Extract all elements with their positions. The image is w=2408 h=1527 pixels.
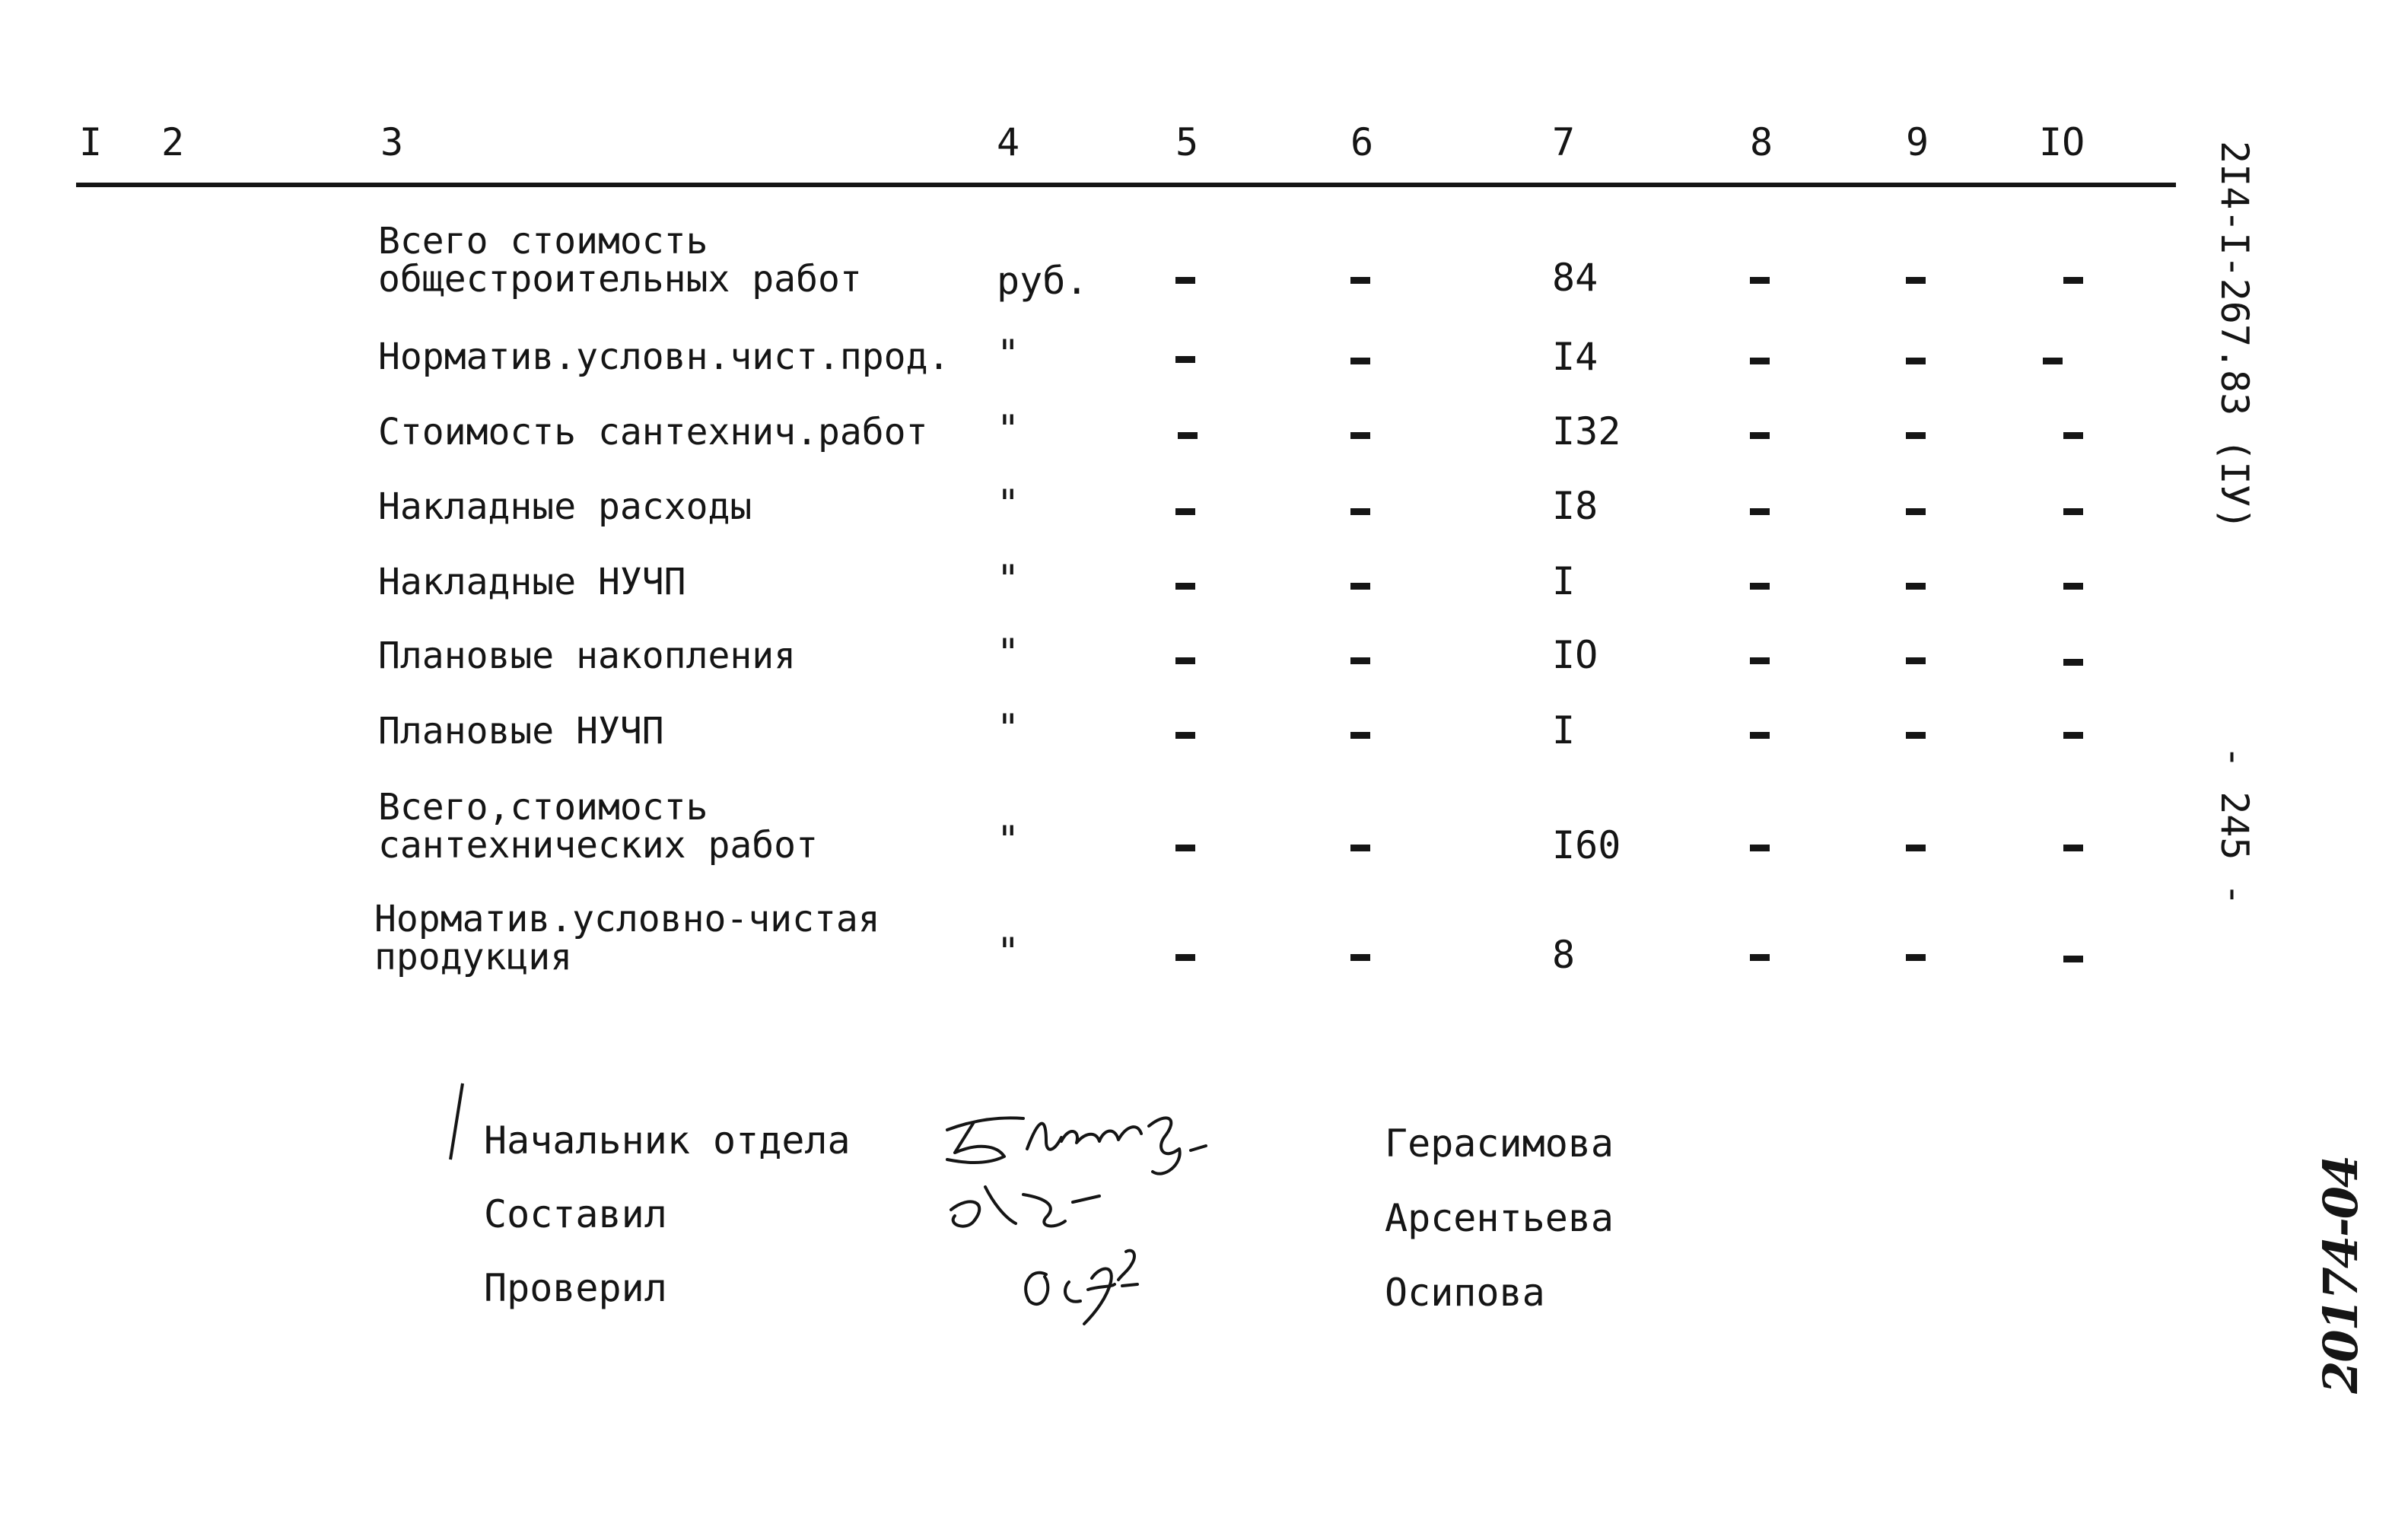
- dash: [1350, 358, 1370, 364]
- col-header-5: 5: [1175, 120, 1199, 164]
- col-header-7: 7: [1552, 120, 1576, 164]
- dash: [1350, 845, 1370, 851]
- row-9-value: 8: [1552, 933, 1576, 977]
- dash: [1750, 657, 1770, 664]
- dash: [2063, 508, 2083, 515]
- row-6-value: IO: [1552, 633, 1598, 677]
- dash: [1906, 432, 1926, 439]
- dash: [1350, 657, 1370, 664]
- dash: [2063, 277, 2083, 284]
- col-header-10: IO: [2039, 120, 2085, 164]
- dash: [1350, 583, 1370, 590]
- row-1-description: Всего стоимость общестроительных работ: [378, 220, 862, 301]
- row-5-unit: ": [997, 557, 1020, 601]
- row-9-unit: ": [997, 930, 1020, 974]
- col-header-4: 4: [997, 120, 1020, 164]
- dash: [1350, 954, 1370, 961]
- dash: [1175, 954, 1195, 961]
- dash: [1750, 954, 1770, 961]
- dash: [2063, 845, 2083, 851]
- row-7-value: I: [1552, 708, 1576, 752]
- row-8-unit: ": [997, 818, 1020, 862]
- col-header-1: I: [79, 120, 103, 164]
- checked-by-name: Осипова: [1385, 1271, 1545, 1315]
- row-6-unit: ": [997, 631, 1020, 675]
- dash: [1350, 432, 1370, 439]
- row-1-value: 84: [1552, 256, 1598, 300]
- col-header-3: 3: [380, 120, 404, 164]
- row-3-unit: ": [997, 407, 1020, 451]
- row-8-description: Всего,стоимость сантехнических работ: [378, 786, 818, 867]
- dash: [1906, 277, 1926, 284]
- dash: [1175, 583, 1195, 590]
- col-header-9: 9: [1906, 120, 1929, 164]
- handwritten-signatures: [932, 1096, 1282, 1339]
- compiled-by-label: Составил: [484, 1192, 667, 1236]
- dash: [1750, 277, 1770, 284]
- dash: [1350, 732, 1370, 739]
- dash: [1175, 845, 1195, 851]
- document-code: 2I4-I-267.83 (IУ): [2212, 141, 2257, 530]
- dash: [1750, 583, 1770, 590]
- dash: [1906, 732, 1926, 739]
- header-rule: [76, 183, 2176, 187]
- row-2-description: Норматив.условн.чист.прод.: [378, 336, 950, 378]
- dash: [2063, 659, 2083, 666]
- col-header-2: 2: [161, 120, 185, 164]
- dash: [1178, 432, 1198, 439]
- row-3-value: I32: [1552, 409, 1621, 453]
- dash: [1350, 508, 1370, 515]
- dash: [2063, 583, 2083, 590]
- dash: [1175, 508, 1195, 515]
- dash: [1175, 732, 1195, 739]
- dash: [1750, 432, 1770, 439]
- row-4-value: I8: [1552, 484, 1598, 528]
- row-6-description: Плановые накопления: [378, 635, 797, 677]
- row-8-value: I60: [1552, 823, 1621, 867]
- row-7-description: Плановые НУЧП: [378, 710, 664, 752]
- dash: [1906, 845, 1926, 851]
- row-9-description: Норматив.условно-чистая продукция: [374, 898, 880, 978]
- head-of-department-label: Начальник отдела: [484, 1118, 851, 1163]
- checked-by-label: Проверил: [484, 1266, 667, 1310]
- margin-tick-mark: [446, 1080, 469, 1164]
- row-2-unit: ": [997, 332, 1020, 376]
- dash: [2043, 358, 2063, 364]
- dash: [1175, 657, 1195, 664]
- row-5-description: Накладные НУЧП: [378, 561, 686, 603]
- dash: [1350, 277, 1370, 284]
- col-header-8: 8: [1750, 120, 1773, 164]
- row-3-description: Стоимость сантехнич.работ: [378, 411, 928, 453]
- dash: [1175, 356, 1195, 363]
- row-5-value: I: [1552, 559, 1576, 603]
- row-1-unit: руб.: [997, 259, 1089, 303]
- dash: [1906, 508, 1926, 515]
- row-2-value: I4: [1552, 335, 1598, 379]
- dash: [1750, 508, 1770, 515]
- dash: [2063, 956, 2083, 962]
- page-number: - 245 -: [2212, 746, 2257, 906]
- dash: [1906, 657, 1926, 664]
- col-header-6: 6: [1350, 120, 1374, 164]
- row-4-unit: ": [997, 482, 1020, 526]
- dash: [1750, 845, 1770, 851]
- row-4-description: Накладные расходы: [378, 485, 752, 528]
- inventory-number: 20174-04: [2313, 1156, 2368, 1394]
- dash: [1906, 954, 1926, 961]
- dash: [1750, 358, 1770, 364]
- dash: [1175, 277, 1195, 284]
- row-7-unit: ": [997, 706, 1020, 750]
- dash: [1906, 358, 1926, 364]
- dash: [2063, 732, 2083, 739]
- dash: [1750, 732, 1770, 739]
- compiled-by-name: Арсентьева: [1385, 1196, 1614, 1240]
- dash: [2063, 432, 2083, 439]
- head-of-department-name: Герасимова: [1385, 1121, 1614, 1166]
- dash: [1906, 583, 1926, 590]
